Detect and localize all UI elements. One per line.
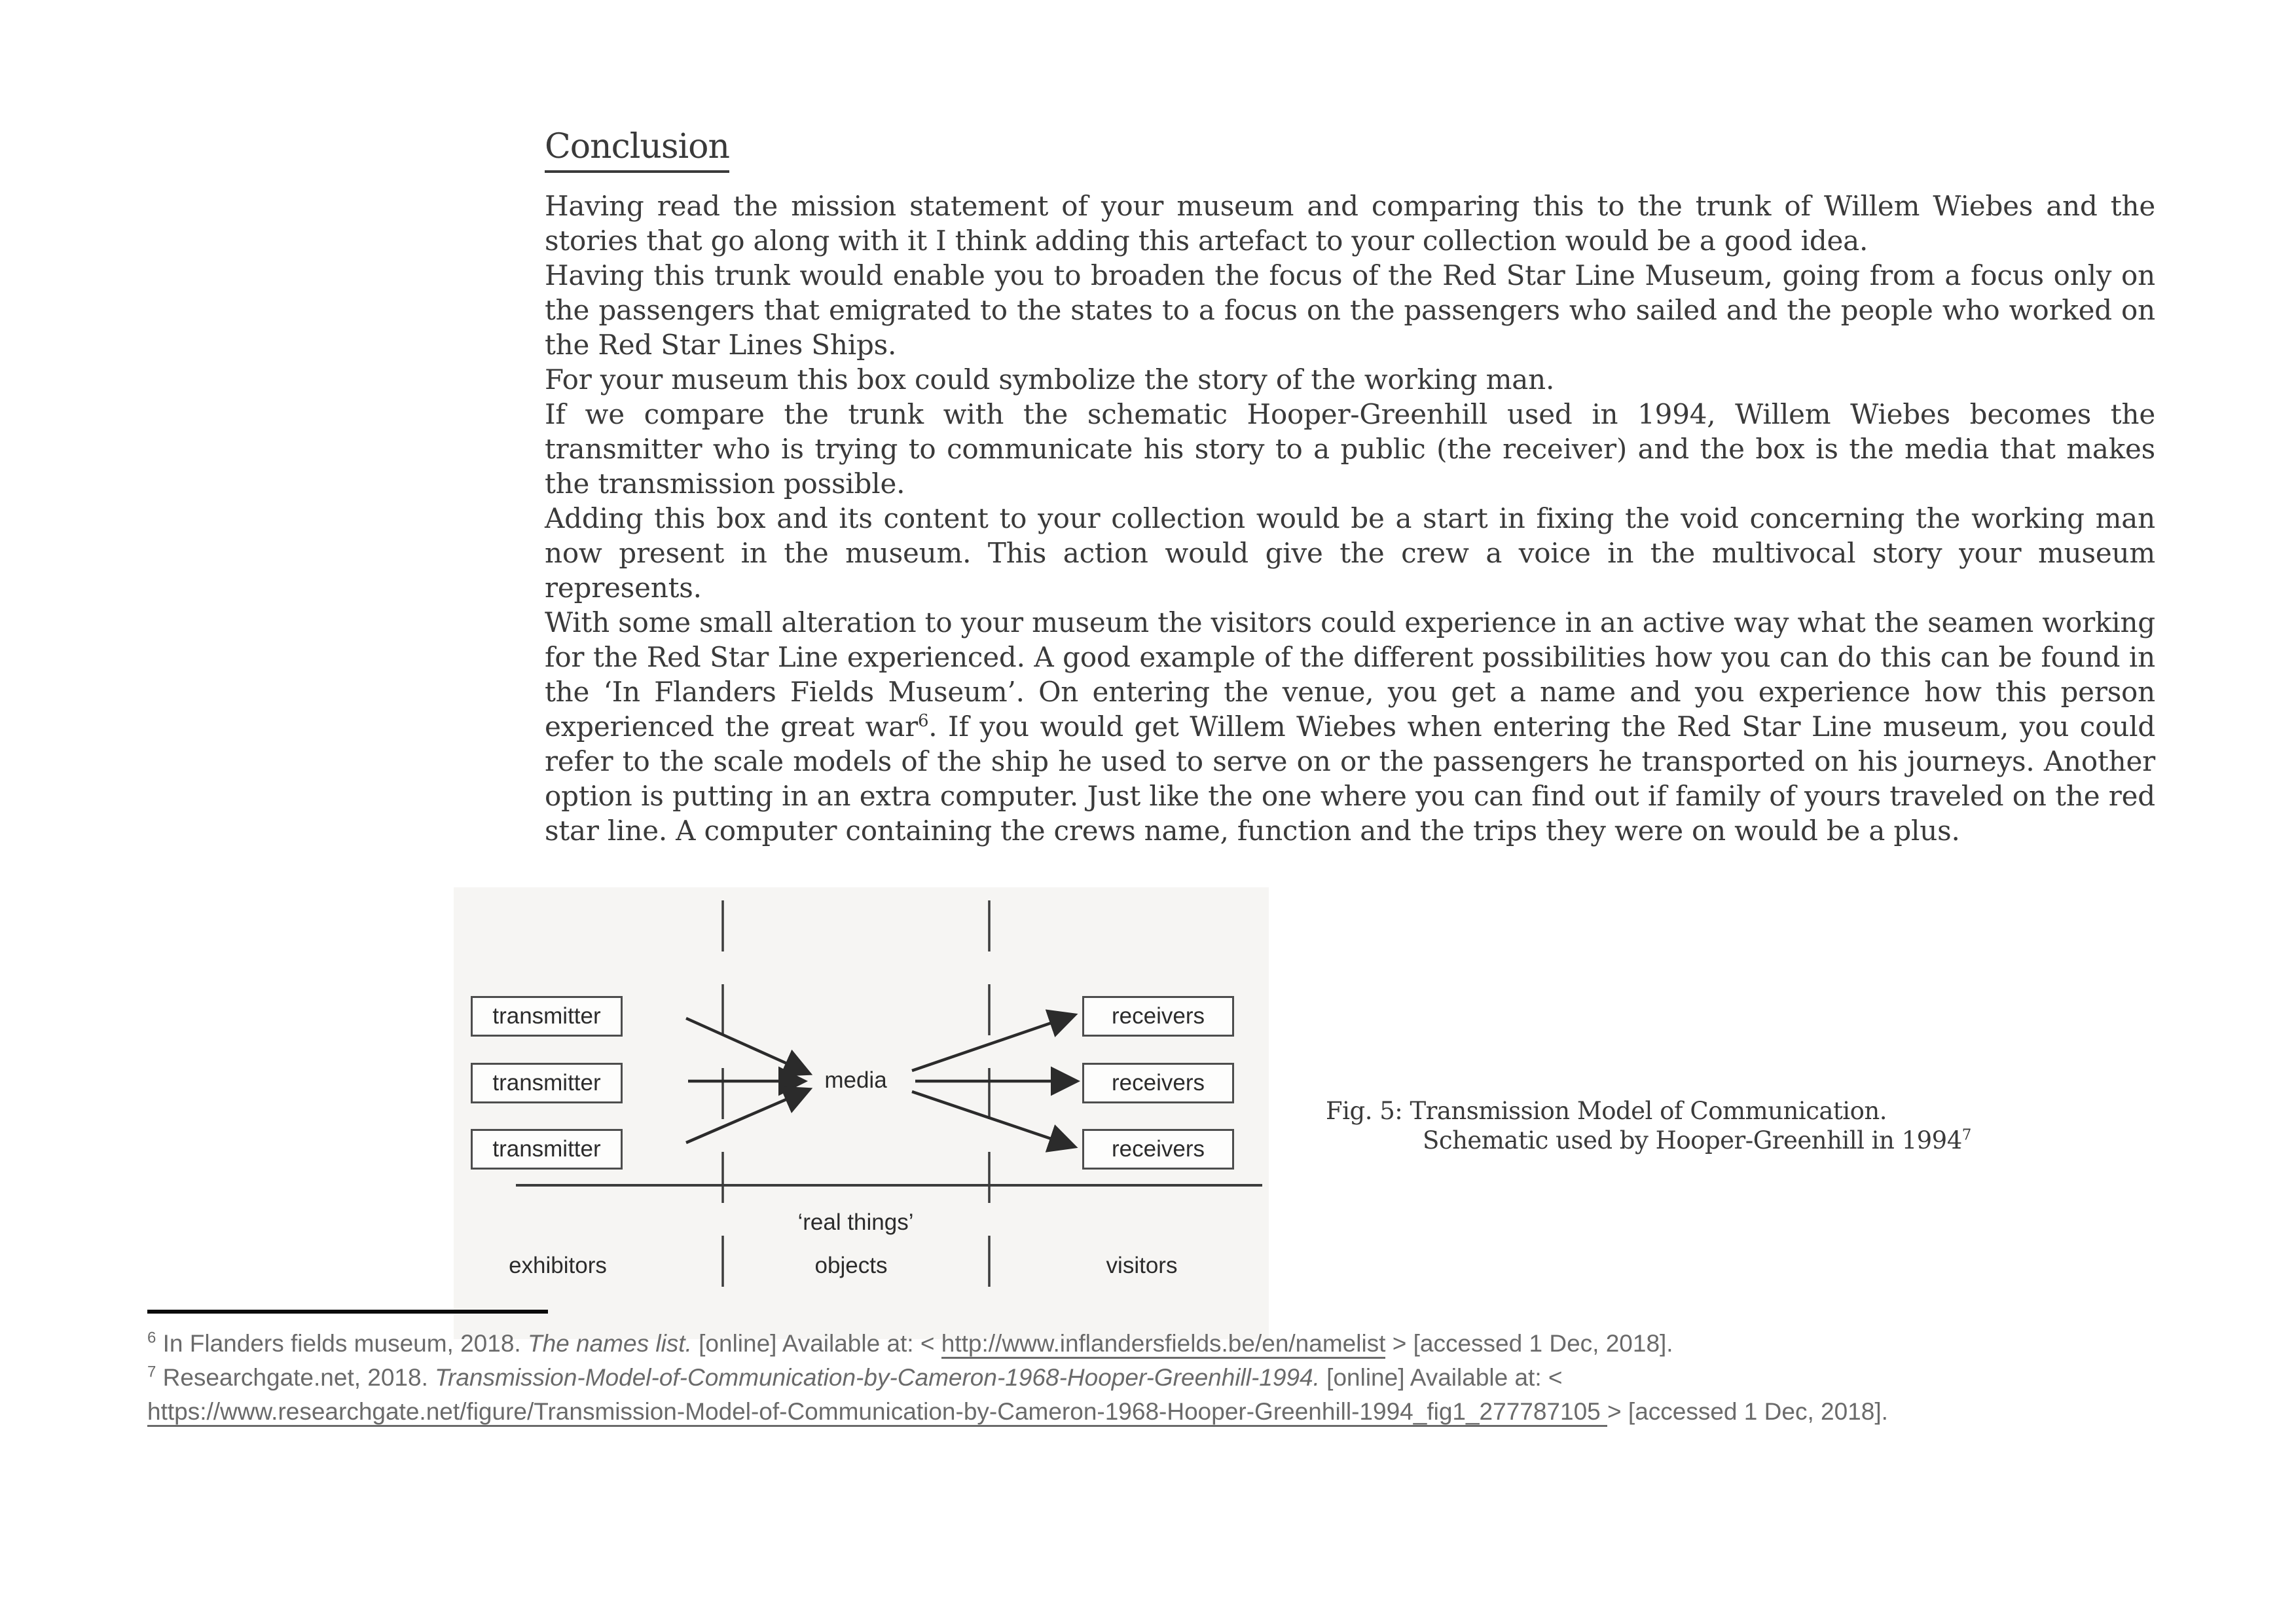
paragraph: For your museum this box could symbolize the story of the working man. [545, 363, 1555, 396]
figure-caption-line1: Fig. 5: Transmission Model of Communication. [1326, 1097, 1887, 1125]
exhibitors-label: exhibitors [509, 1253, 607, 1278]
paragraph: If we compare the trunk with the schematic Hooper-Greenhill used in 1994, Willem Wiebes becomes the transmitter who is trying to communicate his story to a public (the receiver) and the box is the media that makes the transmission possible. [545, 398, 2155, 500]
footnote-separator [147, 1310, 548, 1314]
footnote-text: Researchgate.net, 2018. [156, 1364, 435, 1391]
footnote-marker: 6 [147, 1329, 156, 1347]
transmitter-box: transmitter [471, 1063, 623, 1103]
receivers-box: receivers [1082, 1063, 1234, 1103]
objects-label: objects [814, 1253, 888, 1278]
footnotes [147, 1327, 2249, 1429]
footnote-text: In Flanders fields museum, 2018. [156, 1330, 528, 1357]
media-label: media [824, 1067, 887, 1093]
transmission-model-figure [454, 887, 1269, 1339]
footnote-link[interactable]: https://www.researchgate.net/figure/Transmission-Model-of-Communication-by-Cameron-1968-Hooper-Greenhill-1994_fig1_277787105 [147, 1398, 1607, 1427]
paragraph-text: . If you would get Willem Wiebes when entering the Red Star Line museum, you could refer to the scale models of the ship he used to serve on or the passengers he transported on his journeys. Another option is putting in an extra computer. Just like the one where you can find out if family of yours traveled on the red star line. A computer containing the crews name, function and the trips they were on would be a plus. [545, 710, 2155, 847]
arrow-media-receivers3 [912, 1092, 1072, 1146]
footnote-text: > [accessed 1 Dec, 2018]. [1385, 1330, 1673, 1357]
footnote-text: [online] Available at: < [691, 1330, 941, 1357]
figure-caption-text: Schematic used by Hooper-Greenhill in 1994 [1423, 1126, 1962, 1154]
paragraph [545, 605, 2155, 848]
footnote-title: Transmission-Model-of-Communication-by-Cameron-1968-Hooper-Greenhill-1994. [435, 1364, 1320, 1391]
figure-caption [1326, 1096, 1971, 1155]
footnote-title: The names list. [527, 1330, 692, 1357]
transmitter-box: transmitter [471, 996, 623, 1037]
visitors-label: visitors [1106, 1253, 1178, 1278]
receivers-box: receivers [1082, 996, 1234, 1037]
footnote-6 [147, 1327, 2249, 1361]
paragraph: Having this trunk would enable you to broaden the focus of the Red Star Line Museum, going from a focus only on the passengers that emigrated to the states to a focus on the passengers who sailed and the people who worked on the Red Star Lines Ships. [545, 259, 2155, 361]
paragraph: Adding this box and its content to your collection would be a start in fixing the void concerning the working man now present in the museum. This action would give the crew a voice in the multivocal story your museum represents. [545, 502, 2155, 604]
real-things-label: ‘real things’ [797, 1209, 914, 1235]
receivers-box: receivers [1082, 1129, 1234, 1170]
page-title: Conclusion [545, 127, 729, 173]
transmitter-box: transmitter [471, 1129, 623, 1170]
arrow-transmitter1-media [686, 1018, 807, 1073]
paragraph: Having read the mission statement of your museum and comparing this to the trunk of Willem Wiebes and the stories that go along with it I think adding this artefact to your collection would be a good idea. [545, 190, 2155, 257]
footnote-7 [147, 1361, 2249, 1429]
footnote-text: [online] Available at: < [1319, 1364, 1563, 1391]
footnote-text: > [accessed 1 Dec, 2018]. [1607, 1398, 1888, 1425]
footnote-reference-7: 7 [1961, 1126, 1971, 1144]
arrow-media-receivers1 [912, 1016, 1072, 1071]
footnote-link[interactable]: http://www.inflandersfields.be/en/namelist [941, 1330, 1386, 1359]
arrow-transmitter3-media [686, 1090, 807, 1143]
figure-caption-line2 [1423, 1126, 1971, 1155]
footnote-reference-6: 6 [917, 711, 929, 731]
paragraph-text: With some small alteration to your museum the visitors could experience in an active way what the seamen working for the Red Star Line experienced. A good example of the different possibilities how you can do this can be found in the ‘In Flanders Fields Museum’. On entering the venue, you get a name and you experience how this person experienced the great war [545, 606, 2155, 743]
footnote-marker: 7 [147, 1363, 156, 1381]
body-text [545, 189, 2155, 848]
